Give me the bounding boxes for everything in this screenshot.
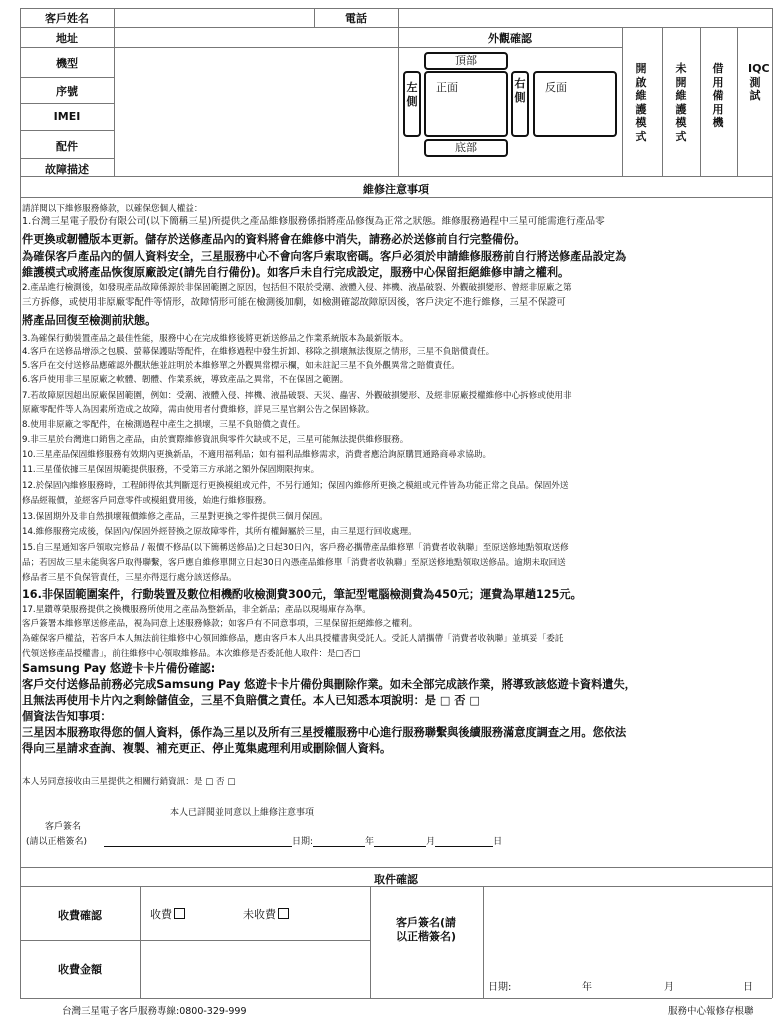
- service-hotline: 台灣三星電子客戶服務專線:0800-329-999: [62, 1006, 247, 1017]
- notice-line: 三星因本服務取得您的個人資料，係作為三星以及所有三星授權服務中心進行服務聯繫與後續服務滿意度調查之用。您依法: [22, 726, 627, 739]
- notice-line: 3.為確保行動裝置產品之最佳性能，服務中心在完成維修後將更新送修品之作業系統版本為最新版本。: [22, 334, 409, 344]
- notice-line: 為確保客戶產品內的個人資料安全，三星服務中心不會向客戶索取密碼。客戶必須於申請維修服務前自行將送修產品設定為: [22, 250, 627, 263]
- notice-line: 維護模式或將產品恢復原廠設定(請先自行備份)。如客戶未自行完成設定，服務中心保留拒絕維修申請之權利。: [22, 266, 570, 279]
- charged-label: 收費: [150, 908, 172, 921]
- signature-date-label: 日期:: [292, 837, 314, 847]
- notice-line: 三方拆修，或使用非原廠零配件等情形，故障情形可能在檢測後加劇，如檢測確認故障原因後，客戶決定不進行維修，三星不保證可: [22, 297, 566, 308]
- notice-line: 件更換或韌體版本更新。儲存於送修產品內的資料將會在維修中消失，請務必於送修前自行完整備份。: [22, 233, 526, 246]
- notice-line: 16.非保固範圍案件，行動裝置及數位相機酌收檢測費300元，筆記型電腦檢測費為450元；運費為單趟125元。: [22, 588, 582, 601]
- notice-line: 請詳閱以下維修服務條款，以確保您個人權益：: [22, 204, 203, 214]
- diagram-back: 反面: [533, 71, 617, 137]
- signature-month-field[interactable]: [374, 836, 426, 847]
- customer-name-label: 客戶姓名: [45, 12, 89, 25]
- signature-day-field[interactable]: [435, 836, 493, 847]
- notice-line: 為確保客戶權益，若客戶本人無法前往維修中心領回維修品，應由客戶本人出具授權書與受託人。受託人請攜帶「消費者收執聯」並填妥「委託: [22, 634, 564, 644]
- model-label: 機型: [56, 57, 78, 70]
- pickup-year-label: 年: [582, 982, 592, 993]
- notice-line: 得向三星請求查詢、複製、補充更正、停止蒐集處理利用或刪除個人資料。: [22, 742, 392, 755]
- appearance-label: 外觀確認: [488, 32, 532, 45]
- fault-description-label: 故障描述: [45, 163, 89, 176]
- charged-checkbox[interactable]: [174, 908, 185, 919]
- notice-line: 1.台灣三星電子股份有限公司(以下簡稱三星)所提供之產品維修服務係指將產品修復為正常之狀態。維修服務過程中三星可能需進行產品零: [22, 216, 605, 227]
- notice-line: 客戶簽署本維修單送修產品，視為同意上述服務條款；如客戶有不同意事項，三星保留拒絕維修之權利。: [22, 619, 418, 629]
- signature-year-label: 年: [365, 837, 375, 847]
- signature-year-field[interactable]: [313, 836, 365, 847]
- notice-line: 客戶交付送修品前務必完成Samsung Pay 悠遊卡卡片備份與刪除作業。如未全部完成該作業，將導致該悠遊卡資料遺失，: [22, 678, 636, 691]
- signature-hint: (請以正楷簽名): [26, 837, 88, 847]
- imei-label: IMEI: [53, 110, 81, 123]
- notice-line: 2.產品進行檢測後，如發現產品故障係源於非保固範圍之原因，包括但不限於受潮、液體入侵、摔機、液晶破裂、外觀破損變形、曾經非原廠之第: [22, 283, 572, 293]
- marketing-consent: 本人另同意接收由三星提供之相關行銷資訊：是 □ 否 □: [22, 777, 236, 787]
- notice-line: 14.維修服務完成後，保固內/保固外經替換之原故障零件，其所有權歸屬於三星，由三星逕行回收處理。: [22, 527, 417, 537]
- notice-title: 維修注意事項: [363, 183, 429, 196]
- fee-confirm-label: 收費確認: [58, 909, 102, 922]
- mode-iqc-test: IQC測試: [748, 62, 770, 102]
- notice-line: 且無法再使用卡片內之剩餘儲值金，三星不負賠償之責任。本人已知悉本項說明：是 □ 否 □: [22, 694, 480, 707]
- notice-line: 5.客戶在交付送修品應確認外觀狀態並註明於本維修單之外觀異常標示欄，如未註記三星不負外觀異常之賠償責任。: [22, 361, 460, 371]
- notice-line: 7.若故障原因超出原廠保固範圍，例如：受潮、液體入侵、摔機、液晶破裂、天災、蟲害、外觀破損變形、及經非原廠授權維修中心拆修或使用非: [22, 391, 572, 401]
- notice-line: 13.保固期外及非自然損壞報價維修之產品，三星對更換之零件提供三個月保固。: [22, 512, 328, 522]
- diagram-top: 頂部: [424, 52, 508, 70]
- pickup-day-label: 日: [743, 982, 753, 993]
- signature-line[interactable]: [104, 836, 292, 847]
- mode-no-maintenance: 未開維護模式: [675, 62, 687, 143]
- fee-amount-label: 收費金額: [58, 963, 102, 976]
- pickup-title: 取件確認: [374, 873, 418, 886]
- notice-line: 12.於保固內維修服務時，工程師得依其判斷逕行更換模組或元件，不另行通知；保固內維修所更換之模組或元件皆為功能正常之良品。保固外送: [22, 481, 569, 491]
- diagram-left: 左側: [406, 81, 418, 108]
- notice-line: 修品經報價，並經客戶同意零件或模組費用後，始進行維修服務。: [22, 496, 272, 506]
- diagram-right: 右側: [514, 77, 526, 104]
- notice-line: 修品者三星不負保管責任，三星亦得逕行處分該送修品。: [22, 573, 237, 583]
- notice-line: 9.非三星於台灣進口銷售之產品，由於實際維修資訊與零件欠缺或不足，三星可能無法提供維修服務。: [22, 435, 409, 445]
- notice-line: 將產品回復至檢測前狀態。: [22, 314, 157, 327]
- phone-label: 電話: [345, 12, 367, 25]
- notice-line: 4.客戶在送修品增添之包膜、螢幕保護貼等配件，在維修過程中發生折卸、移除之損壞無法復原之情形，三星不負賠償責任。: [22, 347, 495, 357]
- diagram-bottom: 底部: [424, 139, 508, 157]
- notice-line: 10.三星產品保固維修服務有效期內更換新品，不適用福利品；如有福利品維修需求，消費者應洽詢原購買通路商尋求協助。: [22, 450, 492, 460]
- not-charged-checkbox[interactable]: [278, 908, 289, 919]
- notice-line: 代領送修產品授權書」，前往維修中心領取維修品。本次維修是否委託他人取件：是□否□: [22, 649, 361, 659]
- notice-line: 15.自三星通知客戶領取完修品 / 報價不修品(以下簡稱送修品)之日起30日內，客戶務必攜帶產品維修單「消費者收執聯」至原送修地點領取送修: [22, 543, 569, 553]
- copy-type-label: 服務中心報修存根聯: [668, 1006, 754, 1017]
- accessories-label: 配件: [56, 140, 78, 153]
- not-charged-label: 未收費: [243, 908, 276, 921]
- notice-line: Samsung Pay 悠遊卡卡片備份確認:: [22, 662, 216, 675]
- signature-label: 客戶簽名: [45, 822, 82, 832]
- mode-open-maintenance: 開啟維護模式: [635, 62, 647, 143]
- notice-line: 個資法告知事項：: [22, 710, 112, 723]
- diagram-front: 正面: [424, 71, 508, 137]
- notice-line: 11.三星僅依據三星保固規範提供服務，不受第三方承諾之額外保固期限拘束。: [22, 465, 320, 475]
- signature-day-label: 日: [493, 837, 503, 847]
- mode-loaner-device: 借用備用機: [712, 62, 724, 129]
- pickup-signature-label: 客戶簽名(請以正楷簽名): [395, 916, 457, 943]
- signature-month-label: 月: [426, 837, 436, 847]
- serial-label: 序號: [56, 85, 78, 98]
- pickup-month-label: 月: [664, 982, 674, 993]
- address-label: 地址: [56, 32, 78, 45]
- notice-line: 品；若因故三星未能與客戶取得聯繫，客戶應自維修單開立日起30日內憑產品維修單「消費者收執聯」至原送修地點領取送修品。逾期未取回送: [22, 558, 566, 568]
- agree-statement: 本人已詳閱並同意以上維修注意事項: [170, 808, 315, 818]
- notice-line: 17.星鑽尊榮服務提供之換機服務所使用之產品為整新品，非全新品；產品以現場庫存為準。: [22, 605, 371, 615]
- notice-line: 原廠零配件等人為因素所造成之故障，需由使用者付費維修，詳見三星官網公告之保固條款。: [22, 405, 375, 415]
- pickup-date-label: 日期:: [488, 982, 512, 993]
- notice-line: 8.使用非原廠之零配件，在檢測過程中產生之損壞，三星不負賠償之責任。: [22, 420, 306, 430]
- notice-line: 6.客戶使用非三星原廠之軟體、韌體、作業系統，導致產品之異常，不在保固之範圍。: [22, 375, 349, 385]
